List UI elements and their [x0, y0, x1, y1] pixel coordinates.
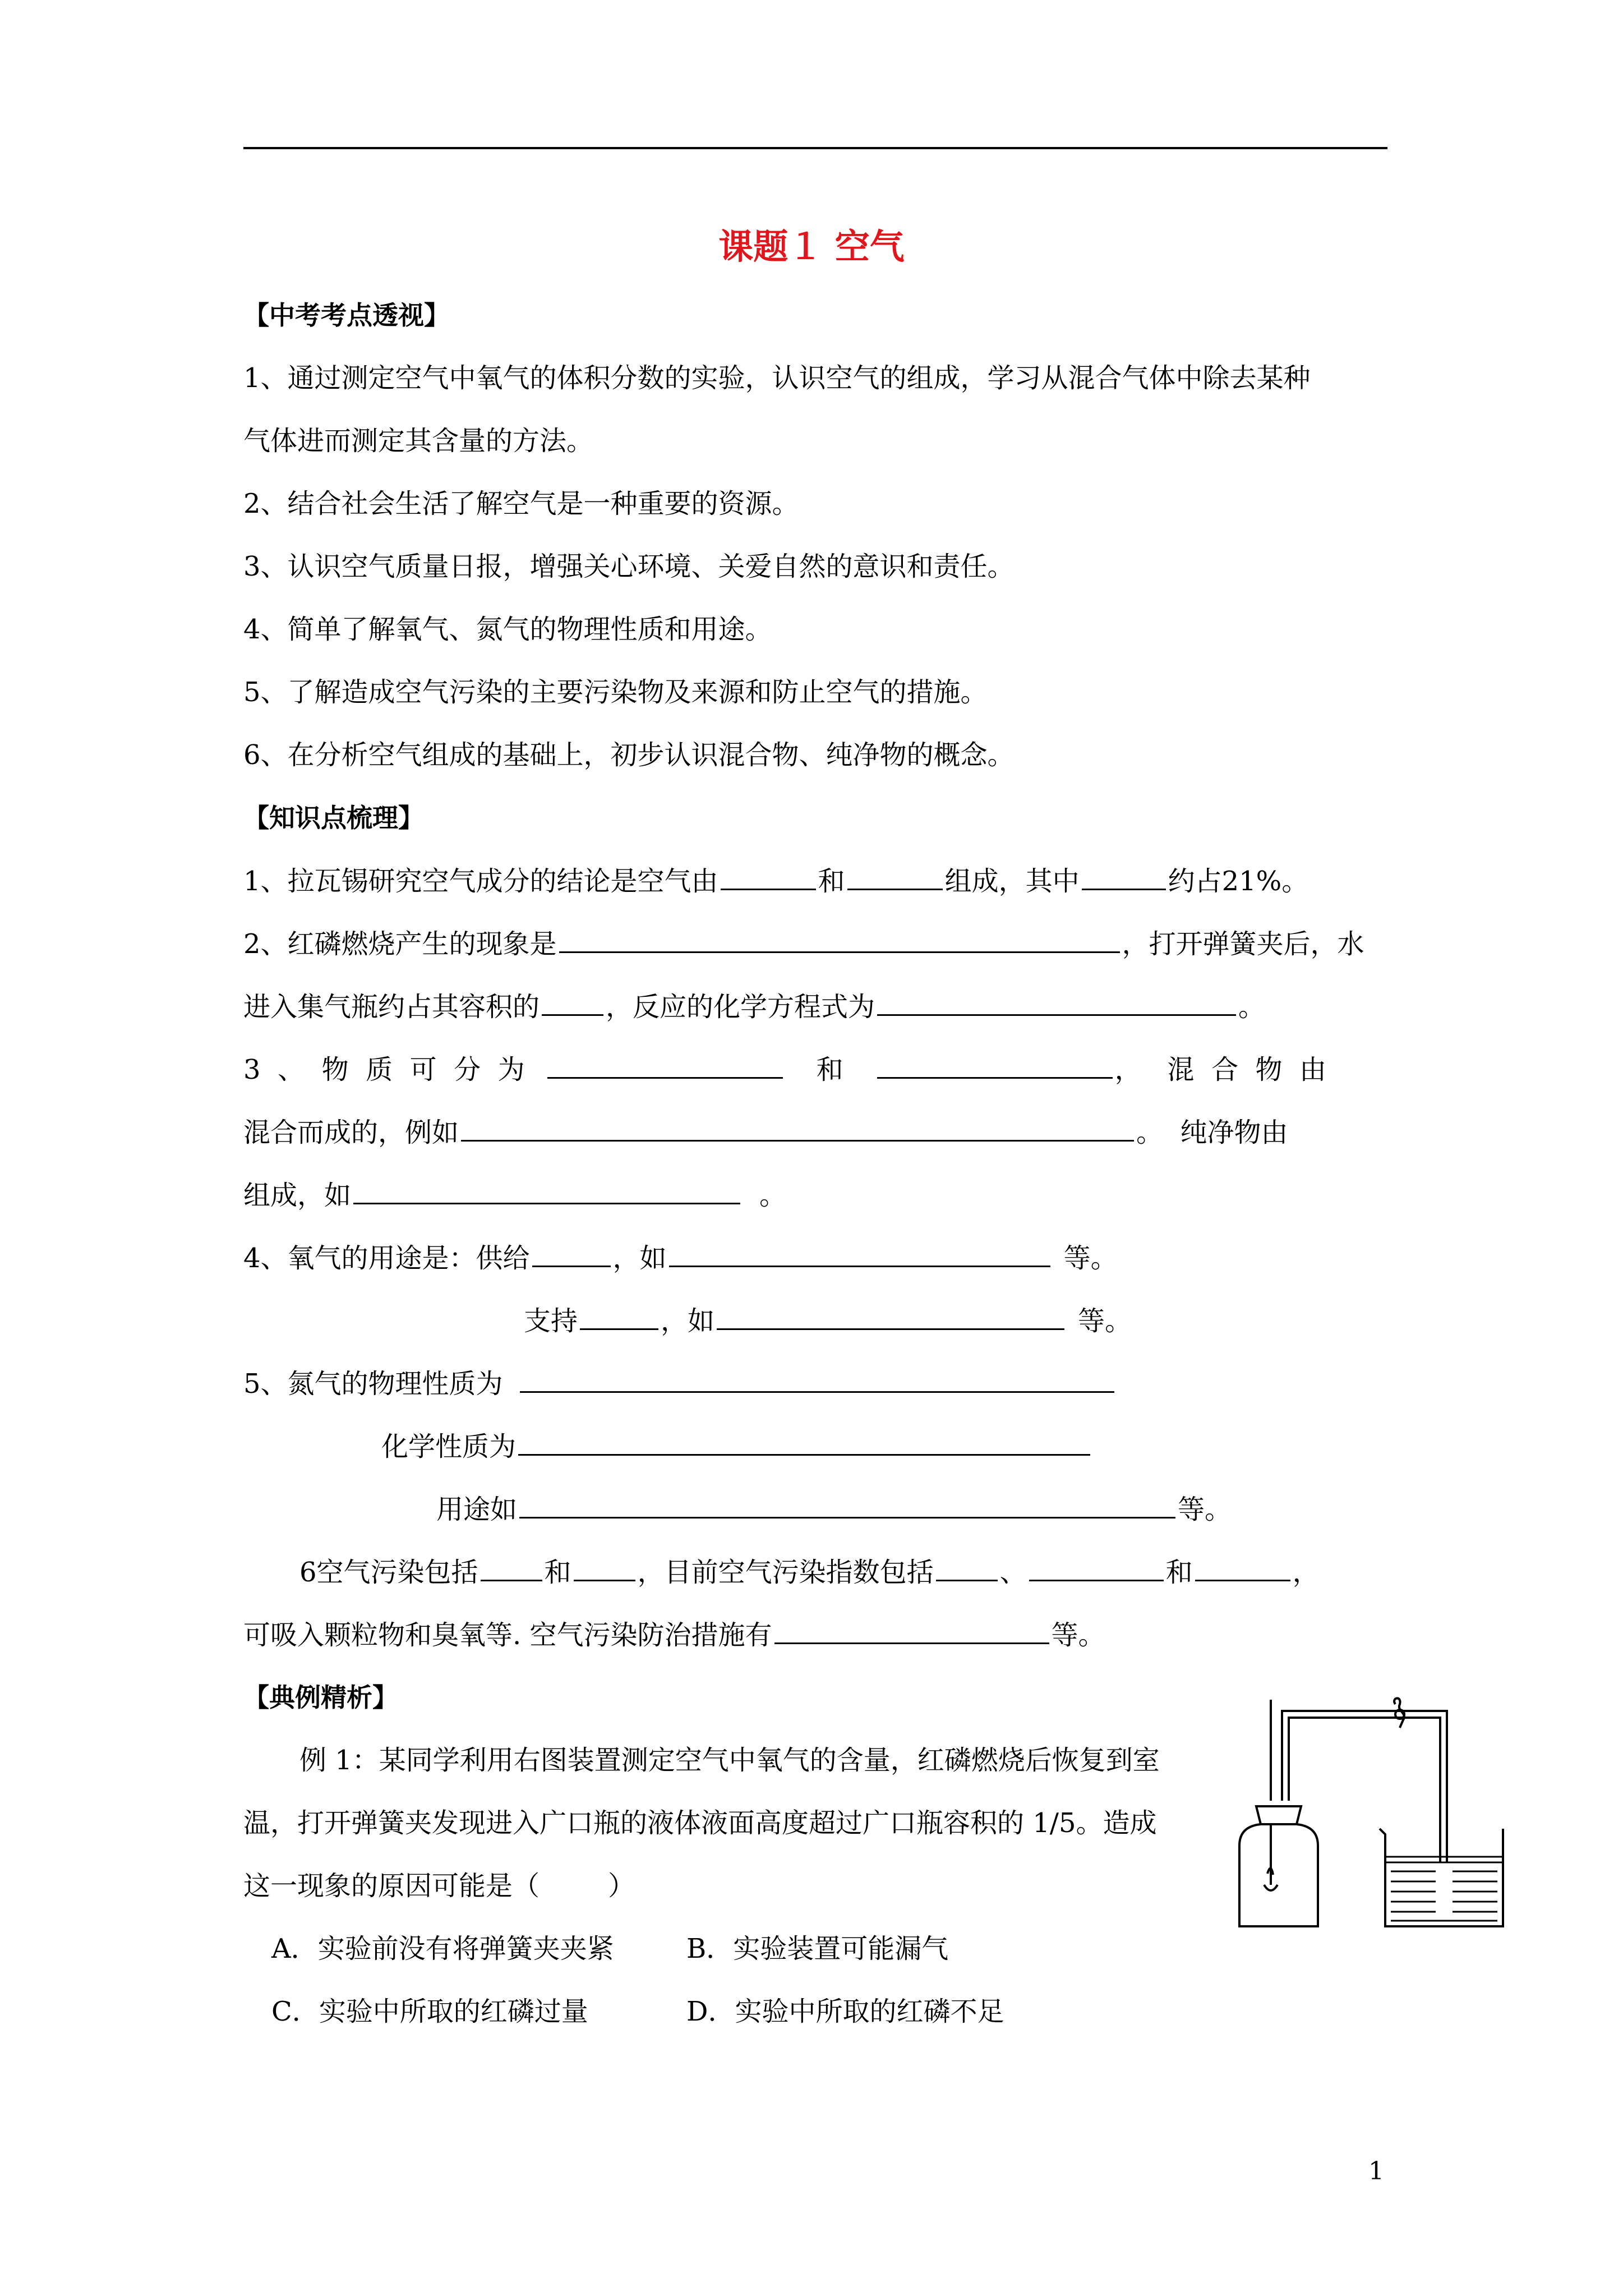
q6-text-f: ，: [1292, 1557, 1320, 1588]
knowledge-q3-line1: [243, 1052, 1326, 1087]
q3-text-c: ， 混 合 物 由: [1114, 1054, 1326, 1085]
q4-blank-1[interactable]: [532, 1241, 611, 1267]
knowledge-q3-line2: [243, 1115, 1288, 1149]
q4-text-d: 支持: [524, 1305, 578, 1337]
q6-blank-1[interactable]: [481, 1555, 542, 1581]
q5-text-c: 用途如: [436, 1494, 518, 1525]
q3-text-a: 3 、 物 质 可 分 为: [243, 1054, 525, 1085]
knowledge-q1: [243, 864, 1308, 898]
q2-text-b: ，打开弹簧夹后，水: [1122, 928, 1364, 960]
q4-blank-4[interactable]: [717, 1304, 1064, 1330]
q5-blank-1[interactable]: [520, 1366, 1114, 1393]
bottle-stopper: [1256, 1806, 1301, 1824]
q2-text-a: 2、红磷燃烧产生的现象是: [243, 928, 557, 960]
q3-blank-2[interactable]: [877, 1052, 1113, 1079]
exam-point-1a: 1、通过测定空气中氧气的体积分数的实验，认识空气的组成，学习从混合气体中除去某种: [243, 362, 1311, 394]
q4-text-f: 等。: [1078, 1305, 1132, 1337]
exam-point-1b: 气体进而测定其含量的方法。: [243, 425, 594, 457]
q6-text-a: 6空气污染包括: [299, 1557, 478, 1588]
q6-text-d: 、: [999, 1557, 1027, 1588]
knowledge-q6-line1: [299, 1555, 1320, 1589]
q6-text-g: 可吸入颗粒物和臭氧等. 空气污染防治措施有: [243, 1619, 772, 1651]
knowledge-q4-line2: [524, 1304, 1132, 1338]
top-rule: [243, 147, 1387, 149]
q3-text-b: 和: [816, 1054, 843, 1085]
section-heading-knowledge: 【知识点梳理】: [243, 803, 424, 833]
exam-point-2: 2、结合社会生活了解空气是一种重要的资源。: [243, 488, 799, 519]
page-number: 1: [1368, 2157, 1384, 2185]
q6-blank-3[interactable]: [936, 1555, 998, 1581]
knowledge-q2-line2: [243, 990, 1265, 1024]
q6-blank-2[interactable]: [574, 1555, 635, 1581]
q4-text-a: 4、氧气的用途是：供给: [243, 1243, 530, 1274]
q3-text-f: 组成，如: [243, 1180, 352, 1211]
q4-blank-3[interactable]: [580, 1304, 658, 1330]
q4-blank-2[interactable]: [669, 1241, 1050, 1267]
q1-text-c: 组成，其中: [944, 866, 1080, 897]
knowledge-q5-line1: [243, 1366, 1117, 1401]
option-b: B．实验装置可能漏气: [686, 1933, 949, 1964]
q6-text-h: 等。: [1051, 1619, 1105, 1651]
q2-blank-1[interactable]: [559, 927, 1120, 953]
q4-text-e: ，如: [661, 1305, 715, 1337]
example-1-line3: 这一现象的原因可能是（ ）: [243, 1870, 635, 1902]
section-heading-examples: 【典例精析】: [243, 1682, 398, 1713]
example-1-line2: 温，打开弹簧夹发现进入广口瓶的液体液面高度超过广口瓶容积的 1/5。造成: [243, 1807, 1157, 1839]
q4-text-c: 等。: [1063, 1243, 1118, 1274]
q6-blank-4[interactable]: [1029, 1555, 1164, 1581]
exam-point-4: 4、简单了解氧气、氮气的物理性质和用途。: [243, 614, 772, 645]
option-d: D．实验中所取的红磷不足: [686, 1996, 1004, 2027]
combustion-spoon: [1264, 1885, 1278, 1890]
q3-text-d: 混合而成的，例如: [243, 1117, 459, 1148]
q1-blank-2[interactable]: [847, 864, 943, 890]
q3-blank-1[interactable]: [547, 1052, 783, 1079]
glass-tube-outer: [1282, 1711, 1447, 1862]
q5-text-a: 5、氮气的物理性质为: [243, 1368, 503, 1400]
q3-text-e: 。 纯净物由: [1136, 1117, 1288, 1148]
q2-blank-2[interactable]: [542, 990, 603, 1016]
knowledge-q6-line2: [243, 1618, 1105, 1652]
exam-point-3: 3、认识空气质量日报，增强关心环境、关爱自然的意识和责任。: [243, 551, 1015, 582]
q2-text-c: 进入集气瓶约占其容积的: [243, 991, 540, 1023]
q6-text-e: 和: [1165, 1557, 1193, 1588]
knowledge-q5-line2: [381, 1429, 1092, 1464]
q2-text-e: 。: [1238, 991, 1266, 1023]
q4-text-b: ，如: [612, 1243, 667, 1274]
q1-text-b: 和: [818, 866, 845, 897]
q1-blank-3[interactable]: [1082, 864, 1166, 890]
option-a: A．实验前没有将弹簧夹夹紧: [271, 1933, 614, 1964]
q1-blank-1[interactable]: [721, 864, 816, 890]
wide-mouth-bottle: [1239, 1824, 1318, 1926]
knowledge-q3-line3: [243, 1178, 786, 1212]
q1-text-a: 1、拉瓦锡研究空气成分的结论是空气由: [243, 866, 718, 897]
q6-text-b: 和: [544, 1557, 571, 1588]
q2-blank-3[interactable]: [877, 990, 1236, 1016]
q6-text-c: ，目前空气污染指数包括: [637, 1557, 934, 1588]
knowledge-q5-line3: [436, 1492, 1232, 1526]
exam-point-5: 5、了解造成空气污染的主要污染物及来源和防止空气的措施。: [243, 677, 988, 708]
q5-text-b: 化学性质为: [381, 1431, 517, 1462]
q6-blank-6[interactable]: [774, 1618, 1049, 1644]
q5-text-d: 等。: [1178, 1494, 1232, 1525]
q6-blank-5[interactable]: [1195, 1555, 1290, 1581]
section-heading-exam-points: 【中考考点透视】: [243, 300, 450, 330]
option-c: C．实验中所取的红磷过量: [271, 1996, 588, 2027]
experiment-apparatus-figure: [1217, 1694, 1509, 1930]
knowledge-q4-line1: [243, 1241, 1118, 1275]
q1-text-d: 约占21%。: [1168, 866, 1309, 897]
example-1-line1: 例 1：某同学利用右图装置测定空气中氧气的含量，红磷燃烧后恢复到室: [299, 1745, 1160, 1776]
q5-blank-2[interactable]: [518, 1429, 1090, 1456]
glass-tube-inner: [1289, 1718, 1440, 1862]
q3-blank-3[interactable]: [461, 1115, 1134, 1142]
exam-point-6: 6、在分析空气组成的基础上，初步认识混合物、纯净物的概念。: [243, 739, 1015, 771]
water-lines: [1386, 1857, 1502, 1921]
q5-blank-3[interactable]: [519, 1492, 1175, 1519]
knowledge-q2-line1: [243, 927, 1364, 961]
q2-text-d: ，反应的化学方程式为: [606, 991, 875, 1023]
q3-text-g: 。: [759, 1180, 787, 1211]
page-title: 课题１ 空气: [718, 226, 905, 267]
q3-blank-4[interactable]: [353, 1178, 740, 1204]
